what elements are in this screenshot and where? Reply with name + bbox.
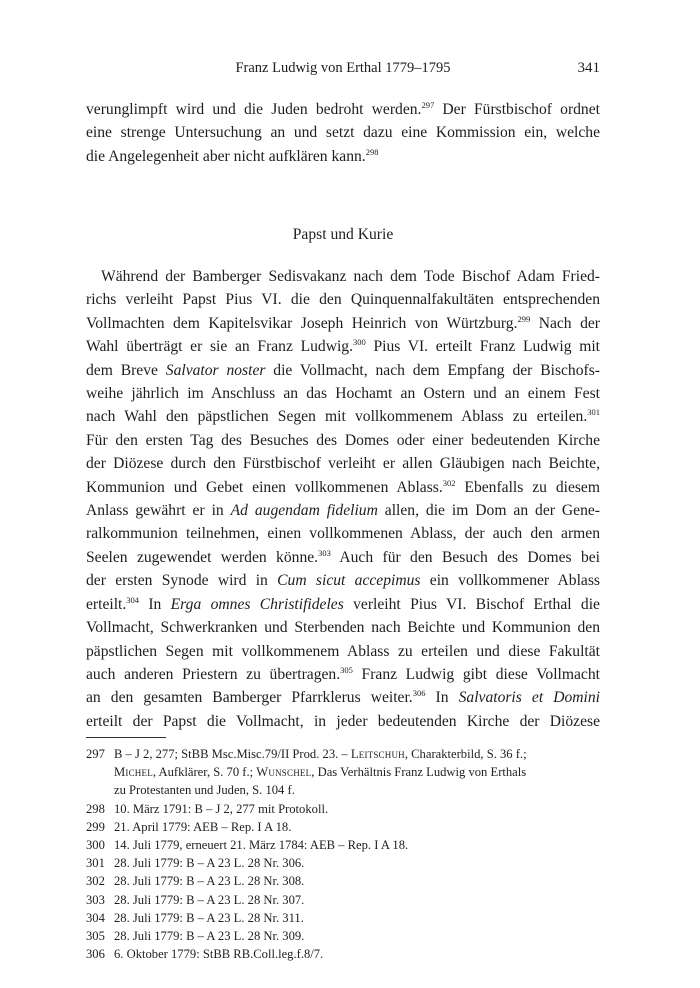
footnote-text — [114, 927, 600, 945]
footnote-divider — [86, 737, 166, 738]
footnote-number: 302 — [86, 874, 105, 889]
italic-title: Erga omnes Christifideles — [170, 595, 344, 613]
line-text: ein vollkommener Ablass — [420, 572, 600, 590]
line-text: weihe jährlich im Anschluss an das Hochamt an Ostern und an einem Fest — [86, 385, 600, 403]
line-text: Auch für den Besuch des Domes bei — [330, 548, 601, 566]
line-text: der ersten Synode wird in — [86, 572, 278, 590]
line-text: 21. April 1779: AEB – Rep. I A 18. — [114, 819, 292, 834]
footnote-ref: 303 — [318, 547, 331, 558]
footnote — [86, 909, 600, 927]
line-text: Nach der — [530, 314, 600, 332]
footnote-text — [114, 800, 600, 818]
line-text: 6. Oktober 1779: StBB RB.Coll.leg.f.8/7. — [114, 947, 324, 962]
footnote-number: 305 — [86, 929, 105, 944]
footnote-ref: 304 — [126, 594, 140, 605]
footnote-number: 303 — [86, 892, 105, 907]
footnote-text — [114, 945, 600, 963]
line-text: nach Wahl den päpstlichen Segen mit vollkommenem Ablass zu erteilen. — [86, 408, 588, 426]
text-line — [86, 710, 600, 733]
line-text: 28. Juli 1779: B – A 23 L. 28 Nr. 311. — [114, 910, 304, 925]
footnote — [86, 800, 600, 818]
line-text: erteilt. — [86, 595, 127, 613]
line-text: an den gesamten Bamberger Pfarrklerus weiter. — [86, 689, 413, 707]
line-text: der Diözese durch den Fürstbischof verleiht er allen Gläubigen nach Beichte, — [86, 455, 600, 473]
text-line — [86, 499, 600, 522]
footnote-line — [114, 945, 600, 963]
text-line — [86, 429, 600, 452]
footnote-ref: 302 — [442, 477, 456, 488]
paragraph-1 — [86, 98, 600, 168]
footnote-line — [114, 872, 600, 890]
footnote-ref: 299 — [517, 313, 531, 324]
footnote-ref: 300 — [353, 337, 366, 348]
line-text: erteilt der Papst die Vollmacht, in jeder bedeutenden Kirche der Diözese — [86, 712, 600, 730]
line-text: Pius VI. erteilt Franz Ludwig mit — [365, 338, 600, 356]
author-name: Wunschel — [256, 765, 312, 780]
footnote — [86, 927, 600, 945]
line-text: In — [425, 689, 459, 707]
line-text: verleiht Pius VI. Bischof Erthal die — [343, 595, 600, 613]
text-line — [86, 121, 600, 144]
text-line — [86, 382, 600, 405]
line-text: Kommunion und Gebet einen vollkommenen Ablass. — [86, 478, 443, 496]
line-text: Vollmachten dem Kapitelsvikar Joseph Heinrich von Würtzburg. — [86, 314, 518, 332]
footnote-line — [114, 818, 600, 836]
footnote-line — [114, 745, 600, 763]
line-text: zu Protestanten und Juden, S. 104 f. — [114, 783, 295, 798]
footnote-number: 304 — [86, 910, 105, 925]
footnote-ref: 297 — [421, 100, 435, 110]
line-text: Seelen zugewendet werden könne. — [86, 548, 319, 566]
text-line — [86, 522, 600, 545]
text-line — [86, 616, 600, 639]
italic-title: Cum sicut accepimus — [277, 572, 421, 590]
line-text: verunglimpft wird und die Juden bedroht werden. — [86, 101, 422, 118]
line-text: auch anderen Priestern zu übertragen. — [86, 665, 341, 683]
footnote-text — [114, 909, 600, 927]
text-line — [86, 359, 600, 382]
line-text: , Aufklärer, S. 70 f.; — [152, 765, 257, 780]
section-heading: Papst und Kurie — [292, 226, 394, 243]
footnote — [86, 818, 600, 836]
footnote-number: 300 — [86, 838, 105, 853]
footnote-ref: 305 — [340, 664, 353, 675]
text-line — [86, 452, 600, 475]
footnote-text — [114, 872, 600, 890]
line-text: eine strenge Untersuchung an und setzt dazu eine Kommission ein, welche — [86, 124, 600, 142]
text-line — [86, 98, 600, 121]
footnote-line — [114, 854, 600, 872]
line-text: Ebenfalls zu diesem — [455, 478, 600, 496]
text-line — [86, 663, 600, 686]
footnote — [86, 854, 600, 872]
footnote-number: 297 — [86, 747, 105, 761]
footnote — [86, 891, 600, 909]
line-text: ralkommunion teilnehmen, einen vollkommenen Ablass, der auch den armen — [86, 525, 600, 543]
footnote-line — [114, 909, 600, 927]
footnote-line — [114, 927, 600, 945]
text-line — [86, 686, 600, 709]
text-line — [86, 405, 600, 428]
text-line — [86, 335, 600, 358]
footnote-line — [114, 763, 600, 781]
footnote-ref: 306 — [412, 688, 426, 699]
line-text: die Angelegenheit aber nicht aufklären kann. — [86, 147, 366, 165]
text-line — [86, 546, 600, 569]
footnote — [86, 945, 600, 963]
line-text: Für den ersten Tag des Besuches des Domes oder einer bedeutenden Kirche — [86, 431, 600, 449]
line-text: 28. Juli 1779: B – A 23 L. 28 Nr. 306. — [114, 856, 305, 871]
line-text: 10. März 1791: B – J 2, 277 mit Protokoll. — [114, 801, 329, 816]
page-number: 341 — [577, 60, 600, 76]
running-title: Franz Ludwig von Erthal 1779–1795 — [235, 60, 451, 76]
line-text: 28. Juli 1779: B – A 23 L. 28 Nr. 308. — [114, 874, 305, 889]
line-text: allen, die im Dom an der Gene- — [377, 502, 600, 520]
footnote-line — [114, 800, 600, 818]
line-text: Vollmacht, Schwerkranken und Sterbenden nach Beichte und Kommunion den — [86, 619, 600, 637]
text-line — [86, 476, 600, 499]
line-text: Wahl überträgt er sie an Franz Ludwig. — [86, 338, 353, 356]
text-line — [86, 145, 600, 168]
line-text: richs verleiht Papst Pius VI. die den Quinquennalfakultäten entsprechenden — [86, 291, 600, 309]
footnote-line — [114, 891, 600, 909]
footnotes — [86, 745, 600, 963]
text-line — [86, 569, 600, 592]
line-text: dem Breve — [86, 361, 166, 379]
footnote-text — [114, 891, 600, 909]
footnote-ref: 298 — [365, 146, 379, 157]
line-text: Der Fürstbischof ordnet — [434, 101, 600, 118]
italic-title: Salvator noster — [165, 361, 266, 379]
text-line — [86, 640, 600, 663]
italic-title: Salvatoris et Domini — [458, 689, 600, 707]
line-text: In — [139, 595, 171, 613]
footnote — [86, 872, 600, 890]
line-text: 14. Juli 1779, erneuert 21. März 1784: AEB – Rep. I A 18. — [114, 838, 409, 853]
author-name: Michel — [114, 765, 153, 780]
footnote — [86, 836, 600, 854]
text-line — [86, 265, 600, 288]
footnote-text — [114, 818, 600, 836]
footnote-number: 306 — [86, 947, 105, 962]
line-text: Anlass gewährt er in — [86, 502, 231, 520]
line-text: B – J 2, 277; StBB Msc.Misc.79/II Prod. 23. – — [114, 747, 351, 761]
author-name: Leitschuh — [350, 747, 405, 761]
footnote-number: 298 — [86, 801, 105, 816]
page-header — [86, 60, 600, 80]
footnote-number: 301 — [86, 856, 105, 871]
line-text: Franz Ludwig gibt diese Vollmacht — [352, 665, 600, 683]
footnote-text — [114, 836, 600, 854]
footnote-text — [114, 854, 600, 872]
footnote — [86, 745, 600, 800]
paragraph-2 — [86, 265, 600, 733]
line-text: 28. Juli 1779: B – A 23 L. 28 Nr. 309. — [114, 929, 305, 944]
line-text: , Das Verhältnis Franz Ludwig von Erthals — [311, 765, 527, 780]
line-text: 28. Juli 1779: B – A 23 L. 28 Nr. 307. — [114, 892, 305, 907]
footnote-text — [114, 745, 600, 800]
text-line — [86, 593, 600, 616]
text-line — [86, 312, 600, 335]
line-text: päpstlichen Segen mit vollkommenem Ablass zu erteilen und diese Fakultät — [86, 642, 600, 660]
footnote-ref: 301 — [587, 407, 600, 418]
italic-title: Ad augendam fidelium — [230, 502, 378, 520]
footnote-number: 299 — [86, 819, 105, 834]
line-text: , Charakterbild, S. 36 f.; — [404, 747, 527, 761]
text-line — [86, 288, 600, 311]
footnote-line — [114, 836, 600, 854]
footnote-line — [114, 781, 600, 799]
line-text: die Vollmacht, nach dem Empfang der Bischofs- — [265, 361, 600, 379]
line-text: Während der Bamberger Sedisvakanz nach dem Tode Bischof Adam Fried- — [101, 268, 600, 285]
